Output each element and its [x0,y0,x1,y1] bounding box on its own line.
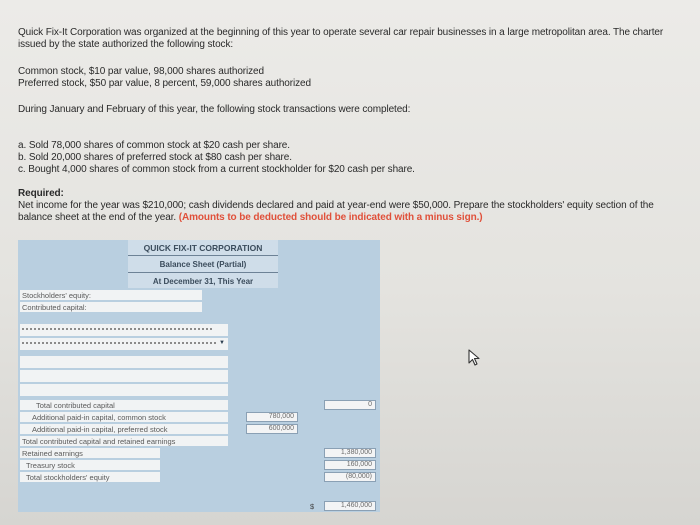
balance-sheet-table [18,240,380,512]
stock-common: Common stock, $10 par value, 98,000 shares authorized [18,66,264,77]
total-equity-value: 1,460,000 [340,502,372,509]
stockholders-equity-label: Stockholders' equity: [22,291,91,300]
during-text: During January and February of this year, the following stock transactions were completed: [18,104,411,115]
line-item-select-4[interactable] [20,370,228,382]
sheet-company: QUICK FIX-IT CORPORATION [143,243,263,253]
transaction-b: b. Sold 20,000 shares of preferred stock at $80 cash per share. [18,152,292,163]
total-equity-label: Total stockholders' equity [26,473,110,482]
required-label: Required: [18,188,64,199]
transaction-a: a. Sold 78,000 shares of common stock at $20 cash per share. [18,140,290,151]
required-text [18,200,688,224]
sheet-title: Balance Sheet (Partial) [159,260,247,269]
contributed-capital-label: Contributed capital: [22,303,87,312]
apic-preferred-value: 600,000 [268,425,294,432]
sheet-date: At December 31, This Year [152,277,254,286]
required-body: Net income for the year was $210,000; cash dividends declared and paid at year-end were $50,000. Prepare the stockholders' equity section of the balance sheet at the end of the year. [18,200,654,223]
required-note: (Amounts to be deducted should be indicated with a minus sign.) [178,212,483,223]
total-contributed-label: Total contributed capital [36,401,115,410]
dollar-sign: $ [310,502,315,511]
header-divider [128,255,278,256]
dropdown-caret-icon[interactable]: ▼ [219,340,225,346]
line-item-select-5[interactable] [20,384,228,396]
line-item-select-3[interactable] [20,356,228,368]
header-divider [128,272,278,273]
cursor-icon [466,348,484,366]
transaction-c: c. Bought 4,000 shares of common stock from a current stockholder for $20 cash per share. [18,164,415,175]
total-contributed-retained-value: 1,380,000 [340,449,372,456]
line-item-select-1[interactable] [20,324,228,336]
select-placeholder [22,328,212,330]
problem-intro: Quick Fix-It Corporation was organized at the beginning of this year to operate several car repair businesses in a large metropolitan area. The charter issued by the state authorized the following stock: [18,27,664,50]
apic-common-value: 780,000 [268,413,294,420]
apic-preferred-label: Additional paid-in capital, preferred stock [32,425,168,434]
total-contributed-value: 0 [368,401,372,408]
apic-common-label: Additional paid-in capital, common stock [32,413,166,422]
treasury-label: Treasury stock [26,461,75,470]
stock-preferred: Preferred stock, $50 par value, 8 percent, 59,000 shares authorized [18,78,311,89]
retained-label: Retained earnings [22,449,83,458]
total-contributed-retained-label: Total contributed capital and retained earnings [22,437,176,446]
retained-value: 160,000 [346,461,372,468]
select-placeholder [22,342,216,344]
treasury-value: (80,000) [345,473,372,480]
line-item-select-2[interactable] [20,338,228,350]
